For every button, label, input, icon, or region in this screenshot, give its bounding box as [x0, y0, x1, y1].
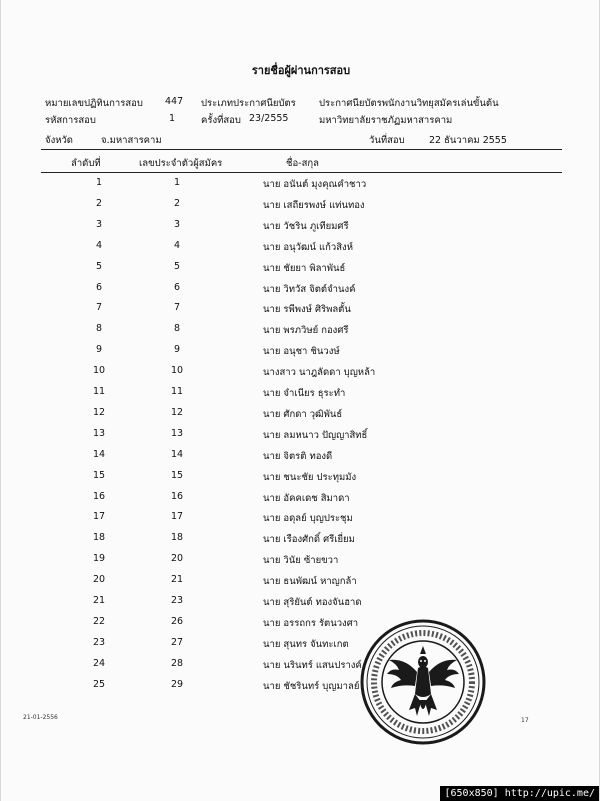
row-number: 16 — [92, 490, 106, 502]
candidate-name: นาย ชนะชัย ประทุมมัง — [263, 471, 357, 483]
candidate-name: นาย ศักดา วุฒิพันธ์ — [263, 408, 343, 420]
table-row — [1, 282, 600, 302]
candidate-name: นาย ลมหนาว ปัญญาสิทธิ์ — [263, 429, 368, 441]
candidate-name: นาย ชัชรินทร์ บุญมาลย์ — [263, 680, 360, 692]
table-row — [1, 219, 600, 239]
candidate-name: นาย ธนพัฒน์ หาญกล้า — [263, 576, 357, 588]
row-number: 17 — [92, 511, 106, 523]
applicant-id: 10 — [170, 365, 184, 377]
permit-label: หมายเลขปฏิทินการสอบ — [45, 98, 143, 109]
applicant-id: 2 — [173, 197, 181, 209]
table-row — [1, 511, 600, 531]
applicant-id: 14 — [170, 448, 184, 460]
applicant-id: 4 — [173, 239, 181, 251]
table-row — [1, 658, 600, 678]
applicant-id: 16 — [170, 490, 184, 502]
table-row — [1, 553, 600, 573]
date-label: วันที่สอบ — [369, 135, 405, 146]
candidate-name: นาย เสถียรพงษ์ แท่นทอง — [263, 199, 365, 211]
table-row — [1, 637, 600, 657]
row-number: 3 — [95, 218, 103, 230]
candidate-name: นาย อรรถกร รัตนวงศา — [263, 617, 359, 629]
candidate-name: นาย อัคคเดช สิมาดา — [263, 492, 350, 504]
applicant-id: 26 — [170, 615, 184, 627]
applicant-id: 12 — [170, 406, 184, 418]
table-row — [1, 198, 600, 218]
row-number: 15 — [92, 469, 106, 481]
candidate-name: นาย วัชริน ภูเทียมศรี — [263, 220, 349, 232]
candidate-name: นาย อนุชา ชินวงษ์ — [263, 346, 340, 358]
applicant-id: 9 — [173, 344, 181, 356]
row-number: 22 — [92, 615, 106, 627]
candidate-name: นาย เรืองศักดิ์ ศรีเยี่ยม — [263, 534, 355, 546]
header-rule-top — [41, 149, 562, 150]
candidate-name: นาย จำเนียร ธุระทำ — [263, 388, 346, 399]
applicant-id: 5 — [173, 260, 181, 272]
row-number: 23 — [92, 636, 106, 648]
code-label: รหัสการสอบ — [45, 115, 96, 126]
table-row — [1, 240, 600, 260]
table-row — [1, 177, 600, 197]
row-number: 14 — [92, 448, 106, 460]
candidate-name: นาย รพีพงษ์ ศิริพลตั้น — [263, 304, 351, 316]
candidate-name: นาย พรภวิษย์ กองศรี — [263, 325, 349, 337]
applicant-id: 15 — [170, 469, 184, 481]
image-host-watermark: [650x850] http://upic.me/ — [440, 786, 599, 801]
applicant-id: 8 — [173, 323, 181, 335]
candidate-name: นาย จิตรติ ทองดี — [263, 450, 333, 462]
row-number: 7 — [95, 302, 103, 314]
row-number: 6 — [95, 281, 103, 293]
table-row — [1, 532, 600, 552]
table-row — [1, 491, 600, 511]
table-row — [1, 386, 600, 406]
row-number: 1 — [95, 177, 103, 188]
header-rule-bottom — [41, 172, 562, 173]
applicant-id: 1 — [173, 177, 181, 188]
applicant-id: 28 — [170, 657, 184, 669]
candidate-name: นาย วินัย ซ้ายขวา — [263, 555, 339, 567]
candidate-name: นาย นรินทร์ แสนปรางค์ — [263, 659, 362, 671]
candidate-name: นาย อนันต์ มุงคุณคำชาว — [263, 179, 367, 190]
table-row — [1, 449, 600, 469]
row-number: 5 — [95, 260, 103, 272]
row-number: 18 — [92, 532, 106, 544]
table-row — [1, 344, 600, 364]
table-row — [1, 574, 600, 594]
row-number: 9 — [95, 344, 103, 356]
row-number: 20 — [92, 574, 106, 586]
applicant-id: 20 — [170, 553, 184, 565]
applicant-id: 23 — [170, 595, 184, 606]
row-number: 12 — [92, 406, 106, 418]
table-row — [1, 679, 600, 699]
table-row — [1, 302, 600, 322]
candidate-name: นางสาว นาฎลัดดา บุญหล้า — [263, 367, 376, 379]
table-row — [1, 616, 600, 636]
permit-value: 447 — [165, 96, 184, 107]
page-title: รายชื่อผู้ผ่านการสอบ — [251, 64, 351, 77]
table-row — [1, 595, 600, 615]
applicant-id: 29 — [170, 678, 184, 690]
applicant-id: 17 — [170, 511, 184, 523]
candidate-name: นาย วิทวัส จิตต์จำนงค์ — [263, 283, 356, 295]
footer-page-number: 17 — [521, 717, 529, 724]
row-number: 4 — [95, 239, 103, 251]
row-number: 13 — [92, 427, 106, 439]
applicant-id: 6 — [173, 281, 181, 293]
row-number: 8 — [95, 323, 103, 335]
row-number: 19 — [92, 553, 106, 565]
table-row — [1, 365, 600, 385]
applicant-id: 27 — [170, 636, 184, 648]
row-number: 11 — [92, 386, 106, 397]
candidate-name: นาย สุริยันต์ ทองจันฮาด — [263, 597, 362, 608]
applicant-id: 21 — [170, 574, 184, 586]
candidate-name: นาย สุนทร จันทะเกต — [263, 638, 349, 650]
official-seal-stamp — [359, 618, 487, 746]
province-label: จังหวัด — [45, 135, 73, 146]
footer-date: 21-01-2556 — [23, 714, 58, 721]
candidate-name: นาย อดุลย์ บุญประชุม — [263, 513, 353, 525]
session-label: ครั้งที่สอบ — [201, 115, 241, 126]
table-row — [1, 428, 600, 448]
row-number: 25 — [92, 678, 106, 690]
table-row — [1, 470, 600, 490]
column-header-no: ลำดับที่ — [71, 158, 101, 169]
table-row — [1, 407, 600, 427]
session-value: 23/2555 — [249, 113, 289, 124]
type-value: ประกาศนียบัตรพนักงานวิทยุสมัครเล่นขั้นต้น — [319, 98, 499, 109]
applicant-id: 7 — [173, 302, 181, 314]
candidate-name: นาย อนุวัฒน์ แก้วสิงห์ — [263, 241, 353, 253]
garuda-icon — [387, 646, 459, 716]
applicant-id: 3 — [173, 218, 181, 230]
type-label: ประเภทประกาศนียบัตร — [201, 98, 296, 109]
column-header-name: ชื่อ-สกุล — [286, 158, 319, 169]
applicant-id: 18 — [170, 532, 184, 544]
province-value: จ.มหาสารคาม — [101, 135, 162, 146]
column-header-id: เลขประจำตัวผู้สมัคร — [139, 158, 223, 169]
applicant-id: 13 — [170, 427, 184, 439]
row-number: 2 — [95, 197, 103, 209]
code-value: 1 — [169, 113, 176, 124]
table-row — [1, 261, 600, 281]
table-row — [1, 323, 600, 343]
applicant-id: 11 — [170, 386, 184, 397]
row-number: 10 — [92, 365, 106, 377]
row-number: 21 — [92, 595, 106, 606]
candidate-name: นาย ชัยยา พิลาพันธ์ — [263, 262, 346, 274]
venue: มหาวิทยาลัยราชภัฏมหาสารคาม — [319, 115, 453, 126]
date-value: 22 ธันวาคม 2555 — [429, 135, 507, 146]
row-number: 24 — [92, 657, 106, 669]
